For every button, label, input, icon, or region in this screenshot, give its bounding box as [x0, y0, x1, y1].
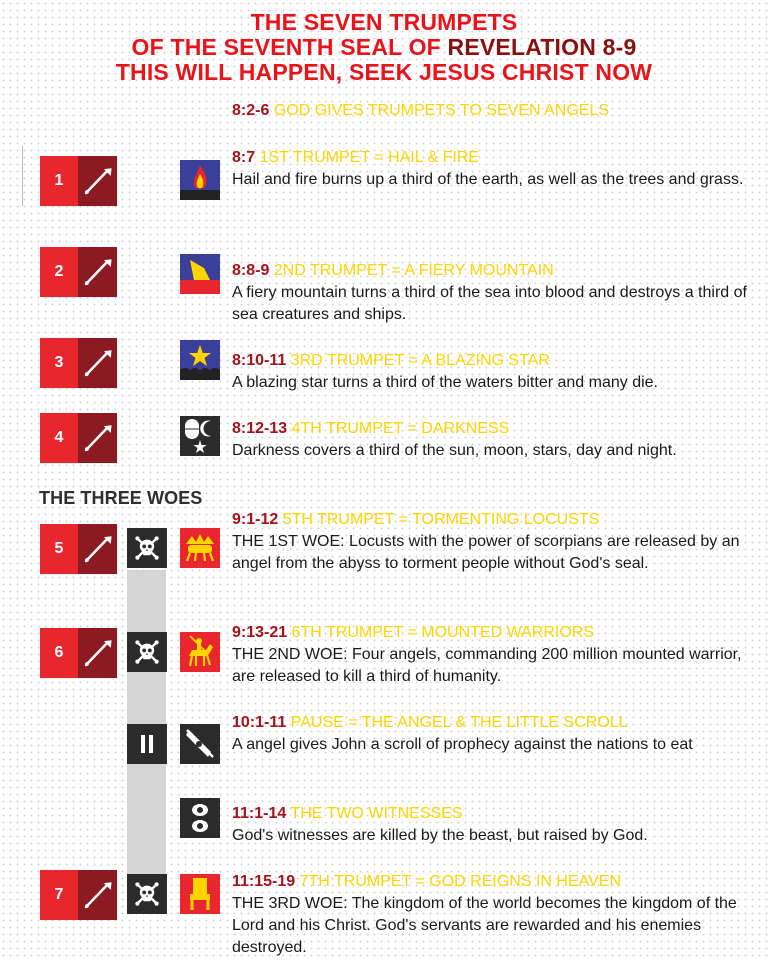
throne-icon	[180, 874, 220, 914]
entry-description: THE 3RD WOE: The kingdom of the world becomes the kingdom of the Lord and his Christ. God's servants are rewarded and his enemies destroyed.	[232, 895, 737, 956]
mounted-warrior-icon	[180, 632, 220, 672]
trumpet-icon	[78, 413, 117, 463]
entry-heading	[232, 871, 752, 893]
trumpet-1-box	[40, 156, 117, 206]
entry-description: A blazing star turns a third of the waters bitter and many die.	[232, 374, 658, 391]
entry-label: 1ST TRUMPET = HAIL & FIRE	[259, 149, 480, 166]
trumpet-number: 4	[40, 413, 78, 463]
intro-label: GOD GIVES TRUMPETS TO SEVEN ANGELS	[273, 102, 610, 119]
trumpet-3-box	[40, 338, 117, 388]
entry-label: 4TH TRUMPET = DARKNESS	[291, 420, 510, 437]
entry-heading	[232, 803, 752, 825]
title-line-2-b: REVELATION 8-9	[447, 34, 637, 60]
entry-1	[232, 147, 752, 191]
entry-7	[232, 712, 752, 756]
skull-icon	[127, 528, 167, 568]
entry-description: Hail and fire burns up a third of the earth, as well as the trees and grass.	[232, 171, 744, 188]
fire-icon	[180, 160, 220, 200]
divider	[22, 146, 23, 206]
fiery-mountain-icon	[180, 254, 220, 294]
trumpet-icon	[78, 338, 117, 388]
trumpet-icon	[78, 628, 117, 678]
trumpet-number: 6	[40, 628, 78, 678]
trumpet-2-box	[40, 247, 117, 297]
entry-label: 3RD TRUMPET = A BLAZING STAR	[290, 352, 550, 369]
entry-ref: 8:12-13	[232, 420, 288, 437]
entry-heading	[232, 147, 752, 169]
trumpet-5-box	[40, 524, 117, 574]
woes-heading: THE THREE WOES	[39, 488, 203, 508]
trumpet-6-box	[40, 628, 117, 678]
entry-label: THE TWO WITNESSES	[290, 805, 463, 822]
entry-description: A angel gives John a scroll of prophecy against the nations to eat	[232, 736, 693, 753]
title-line-2	[0, 35, 768, 59]
entry-heading	[232, 509, 752, 531]
entry-8	[232, 803, 752, 847]
entry-description: God's witnesses are killed by the beast, but raised by God.	[232, 827, 648, 844]
two-witnesses-icon	[180, 798, 220, 838]
blazing-star-icon	[180, 340, 220, 380]
entry-ref: 8:7	[232, 149, 256, 166]
entry-description: THE 2ND WOE: Four angels, commanding 200 million mounted warrior, are released to kill a third of humanity.	[232, 646, 742, 685]
trumpet-number: 7	[40, 870, 78, 920]
entry-heading	[232, 260, 752, 282]
entry-heading	[232, 712, 752, 734]
trumpet-icon	[78, 247, 117, 297]
scroll-icon	[180, 724, 220, 764]
entry-9	[232, 871, 752, 959]
locust-icon	[180, 528, 220, 568]
trumpet-number: 5	[40, 524, 78, 574]
entry-label: PAUSE = THE ANGEL & THE LITTLE SCROLL	[290, 714, 628, 731]
title-line-3: THIS WILL HAPPEN, SEEK JESUS CHRIST NOW	[115, 59, 653, 85]
trumpet-icon	[78, 156, 117, 206]
entry-6	[232, 622, 752, 688]
entry-2	[232, 260, 752, 326]
trumpet-number: 2	[40, 247, 78, 297]
entry-description: THE 1ST WOE: Locusts with the power of scorpians are released by an angel from the abyss to torment people without God's seal.	[232, 533, 740, 572]
entry-ref: 8:8-9	[232, 262, 270, 279]
entry-ref: 9:13-21	[232, 624, 288, 641]
trumpet-number: 1	[40, 156, 78, 206]
pause-icon	[127, 724, 167, 764]
intro-entry	[232, 100, 752, 122]
entry-ref: 10:1-11	[232, 714, 287, 731]
entry-ref: 9:1-12	[232, 511, 279, 528]
trumpet-7-box	[40, 870, 117, 920]
entry-3	[232, 350, 752, 394]
entry-description: A fiery mountain turns a third of the sea into blood and destroys a third of sea creatures and ships.	[232, 284, 747, 323]
skull-icon	[127, 632, 167, 672]
entry-heading	[232, 350, 752, 372]
entry-4	[232, 418, 752, 462]
entry-ref: 11:1-14	[232, 805, 287, 822]
entry-heading	[232, 418, 752, 440]
entry-ref: 11:15-19	[232, 873, 296, 890]
trumpet-icon	[78, 870, 117, 920]
intro-ref: 8:2-6	[232, 102, 270, 119]
entry-ref: 8:10-11	[232, 352, 287, 369]
entry-5	[232, 509, 752, 575]
entry-label: 5TH TRUMPET = TORMENTING LOCUSTS	[282, 511, 600, 528]
entry-label: 6TH TRUMPET = MOUNTED WARRIORS	[291, 624, 594, 641]
trumpet-4-box	[40, 413, 117, 463]
title-line-1: THE SEVEN TRUMPETS	[250, 9, 518, 35]
entry-heading	[232, 622, 752, 644]
trumpet-icon	[78, 524, 117, 574]
title-line-2-a: OF THE SEVENTH SEAL OF	[131, 34, 448, 60]
trumpet-number: 3	[40, 338, 78, 388]
entry-label: 2ND TRUMPET = A FIERY MOUNTAIN	[273, 262, 554, 279]
intro-heading	[232, 100, 752, 122]
entry-label: 7TH TRUMPET = GOD REIGNS IN HEAVEN	[299, 873, 622, 890]
sun-moon-star-icon	[180, 416, 220, 456]
entry-description: Darkness covers a third of the sun, moon, stars, day and night.	[232, 442, 677, 459]
skull-icon	[127, 874, 167, 914]
